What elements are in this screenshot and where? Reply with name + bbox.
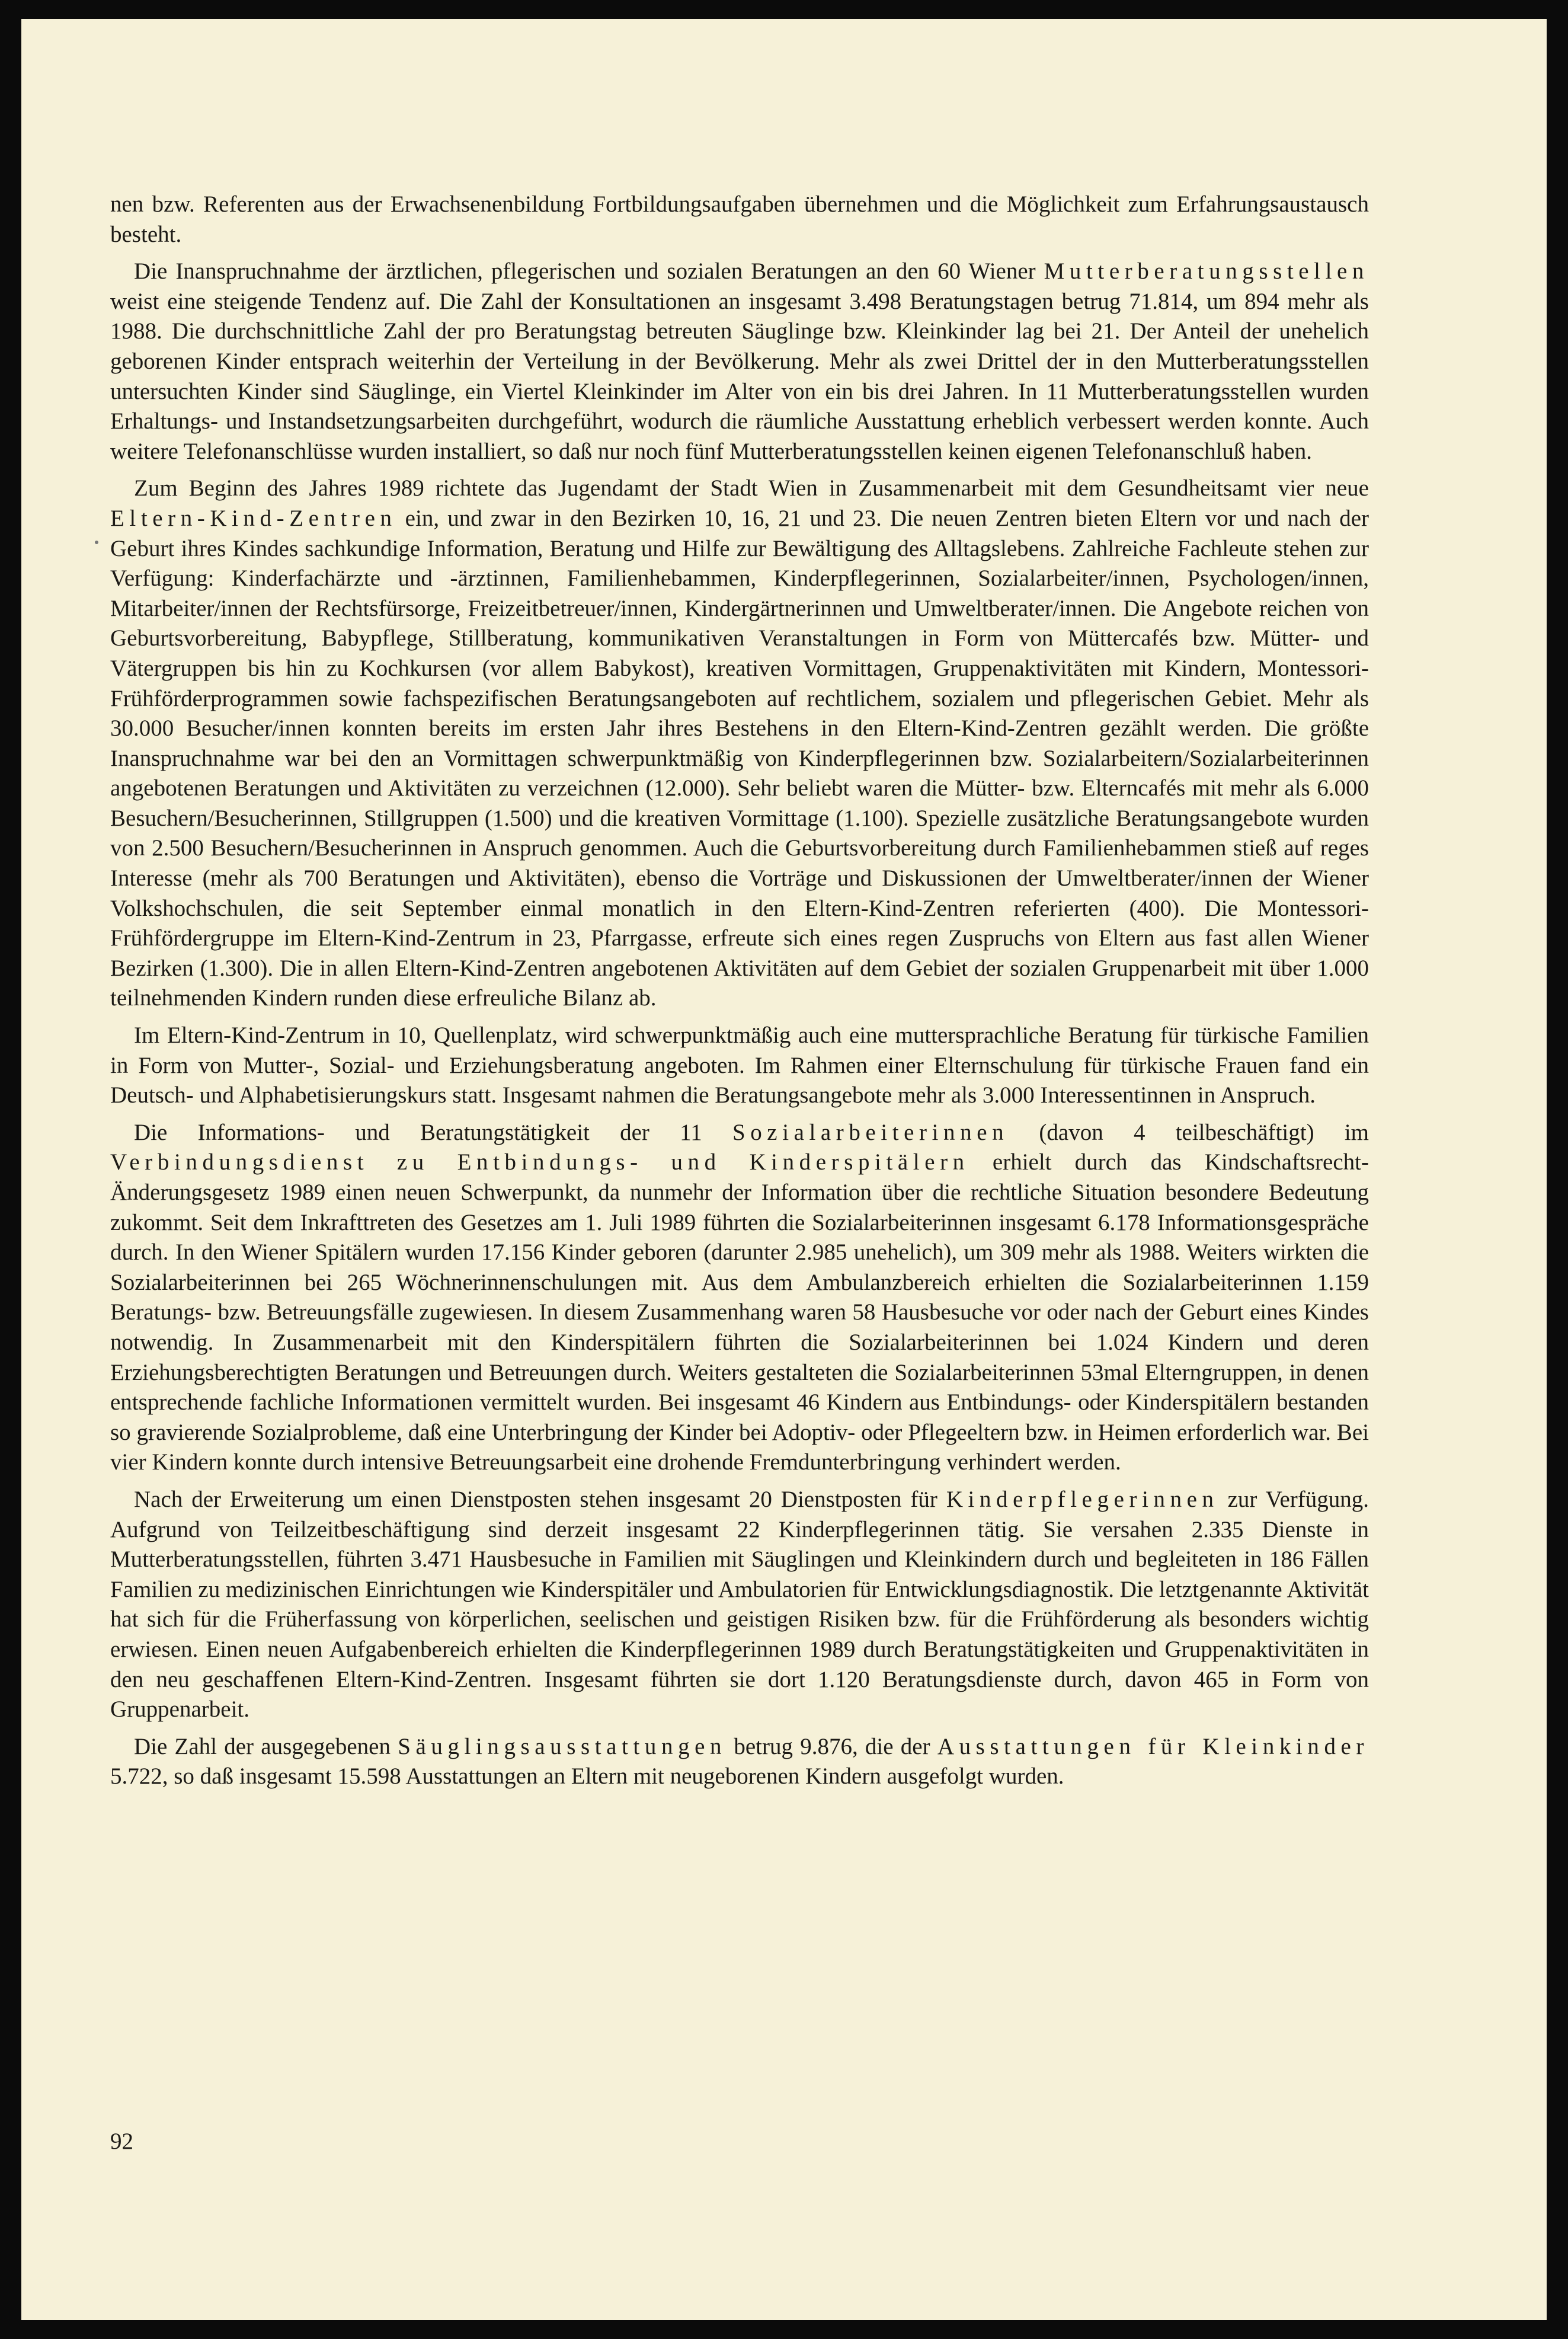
spaced-term: Kinderpflegerinnen — [946, 1486, 1219, 1512]
paragraph — [110, 190, 1369, 250]
text-run: ein, und zwar in den Bezirken 10, 16, 21 und 23. Die neuen Zentren bieten Eltern vor und nach der Geburt ihres Kindes sachkundige Information, Beratung und Hilfe zur Bewältigung des Alltagslebens. Zahlreiche Fachleute stehen zur Verfügung: Kinderfachärzte und -ärztinnen, Familienhebammen, Kinderpflegerinnen, Sozialarbeiter/innen, Psychologen/innen, Mitarbeiter/innen der Rechtsfürsorge, Freizeitbetreuer/innen, Kindergärtnerinnen und Umweltberater/innen. Die Angebote reichen von Geburtsvorbereitung, Babypflege, Stillberatung, kommunikativen Veranstaltungen in Form von Müttercafés bzw. Mütter- und Vätergruppen bis hin zu Kochkursen (vor allem Babykost), kreativen Vormittagen, Gruppenaktivitäten mit Kindern, Montessori-Frühförderprogrammen sowie fachspezifischen Beratungsangeboten auf rechtlichem, sozialem und pflegerischen Gebiet. Mehr als 30.000 Besucher/innen konnten bereits im ersten Jahr ihres Bestehens in den Eltern-Kind-Zentren gezählt werden. Die größte Inanspruchnahme war bei den an Vormittagen schwerpunktmäßig von Kinderpflegerinnen bzw. Sozialarbeitern/Sozialarbeiterinnen angebotenen Beratungen und Aktivitäten zu verzeichnen (12.000). Sehr beliebt waren die Mütter- bzw. Elterncafés mit mehr als 6.000 Besuchern/Besucherinnen, Stillgruppen (1.500) und die kreativen Vormittage (1.100). Spezielle zusätzliche Beratungsangebote wurden von 2.500 Besuchern/Besucherinnen in Anspruch genommen. Auch die Geburtsvorbereitung durch Familienhebammen stieß auf reges Interesse (mehr als 700 Beratungen und Aktivitäten), ebenso die Vorträge und Diskussionen der Umweltberater/innen der Wiener Volkshochschulen, die seit September einmal monatlich in den Eltern-Kind-Zentren referierten (400). Die Montessori-Frühfördergruppe im Eltern-Kind-Zentrum in 23, Pfarrgasse, erfreute sich eines regen Zuspruchs von Eltern aus fast allen Wiener Bezirken (1.300). Die in allen Eltern-Kind-Zentren angebotenen Aktivitäten auf dem Gebiet der sozialen Gruppenarbeit mit über 1.000 teilnehmenden Kindern runden diese erfreuliche Bilanz ab. — [110, 505, 1369, 1011]
text-run: Die Inanspruchnahme der ärztlichen, pflegerischen und sozialen Beratungen an den 60 Wiener — [134, 258, 1044, 285]
text-run: Zum Beginn des Jahres 1989 richtete das Jugendamt der Stadt Wien in Zusammenarbeit mit dem Gesundheitsamt vier neue — [134, 475, 1369, 501]
paragraph — [110, 1118, 1369, 1478]
text-run: betrug 9.876, die der — [727, 1733, 937, 1759]
paragraph — [110, 257, 1369, 466]
text-run: erhielt durch das Kindschaftsrecht-Änderungsgesetz 1989 einen neuen Schwerpunkt, da nunmehr der Information über die rechtliche Situation besondere Bedeutung zukommt. Seit dem Inkrafttreten des Gesetzes am 1. Juli 1989 führten die Sozialarbeiterinnen insgesamt 6.178 Informationsgespräche durch. In den Wiener Spitälern wurden 17.156 Kinder geboren (darunter 2.985 unehelich), um 309 mehr als 1988. Weiters wirkten die Sozialarbeiterinnen bei 265 Wöchnerinnenschulungen mit. Aus dem Ambulanzbereich erhielten die Sozialarbeiterinnen 1.159 Beratungs- bzw. Betreuungsfälle zugewiesen. In diesem Zusammenhang waren 58 Hausbesuche vor oder nach der Geburt eines Kindes notwendig. In Zusammenarbeit mit den Kinderspitälern führten die Sozialarbeiterinnen bei 1.024 Kindern und deren Erziehungsberechtigten Beratungen und Betreuungen durch. Weiters gestalteten die Sozialarbeiterinnen 53mal Elterngruppen, in denen entsprechende fachliche Informationen vermittelt wurden. Bei insgesamt 46 Kindern aus Entbindungs- oder Kinderspitälern bestanden so gravierende Sozialprobleme, daß eine Unterbringung der Kinder bei Adoptiv- oder Pflegeeltern bzw. in Heimen erforderlich war. Bei vier Kindern konnte durch intensive Betreuungsarbeit eine drohende Fremdunterbringung verhindert werden. — [110, 1149, 1369, 1475]
page-number: 92 — [110, 2129, 133, 2154]
text-run: Im Eltern-Kind-Zentrum in 10, Quellenplatz, wird schwerpunktmäßig auch eine muttersprachliche Beratung für türkische Familien in Form von Mutter-, Sozial- und Erziehungsberatung angeboten. Im Rahmen einer Elternschulung für türkische Frauen fand ein Deutsch- und Alphabetisierungskurs statt. Insgesamt nahmen die Beratungsangebote mehr als 3.000 Interessentinnen in Anspruch. — [110, 1022, 1369, 1108]
paragraph — [110, 1021, 1369, 1111]
spaced-term: Verbindungsdienst zu Entbindungs- und Kinderspitälern — [110, 1149, 969, 1175]
text-run: zur Verfügung. Aufgrund von Teilzeitbeschäftigung sind derzeit insgesamt 22 Kinderpflegerinnen tätig. Sie versahen 2.335 Dienste in Mutterberatungsstellen, führten 3.471 Hausbesuche in Familien mit Säuglingen und Kleinkindern durch und begleiteten in 186 Fällen Familien zu medizinischen Einrichtungen wie Kinderspitäler und Ambulatorien für Entwicklungsdiagnostik. Die letztgenannte Aktivität hat sich für die Früherfassung von körperlichen, seelischen und geistigen Risiken bzw. für die Frühförderung als besonders wichtig erwiesen. Einen neuen Aufgabenbereich erhielten die Kinderpflegerinnen 1989 durch Beratungstätigkeiten und Gruppenaktivitäten in den neu geschaffenen Eltern-Kind-Zentren. Insgesamt führten sie dort 1.120 Beratungsdienste durch, davon 465 in Form von Gruppenarbeit. — [110, 1486, 1369, 1723]
paragraph — [110, 474, 1369, 1014]
text-run: weist eine steigende Tendenz auf. Die Zahl der Konsultationen an insgesamt 3.498 Beratungstagen betrug 71.814, um 894 mehr als 1988. Die durchschnittliche Zahl der pro Beratungstag betreuten Säuglinge bzw. Kleinkinder lag bei 21. Der Anteil der unehelich geborenen Kinder entsprach weiterhin der Verteilung in der Bevölkerung. Mehr als zwei Drittel der in den Mutterberatungsstellen untersuchten Kinder sind Säuglinge, ein Viertel Kleinkinder im Alter von ein bis drei Jahren. In 11 Mutterberatungsstellen wurden Erhaltungs- und Instandsetzungsarbeiten durchgeführt, wodurch die räumliche Ausstattung erheblich verbessert werden konnte. Auch weitere Telefonanschlüsse wurden installiert, so daß nur noch fünf Mutterberatungsstellen keinen eigenen Telefonanschluß haben. — [110, 288, 1369, 464]
margin-mark — [95, 541, 98, 544]
spaced-term: Ausstattungen für Kleinkinder — [937, 1733, 1369, 1759]
body-text — [110, 190, 1369, 1792]
spaced-term: Mutterberatungsstellen — [1044, 258, 1369, 285]
text-run: Die Zahl der ausgegebenen — [134, 1733, 398, 1759]
spaced-term: Eltern-Kind-Zentren — [110, 505, 397, 531]
text-run: (davon 4 teilbeschäftigt) im — [1009, 1119, 1369, 1145]
spaced-term: Säuglingsausstattungen — [398, 1733, 727, 1759]
text-run: Nach der Erweiterung um einen Dienstposten stehen insgesamt 20 Dienstposten für — [134, 1486, 946, 1512]
text-run: 5.722, so daß insgesamt 15.598 Ausstattungen an Eltern mit neugeborenen Kindern ausgefolgt wurden. — [110, 1763, 1064, 1790]
text-run: nen bzw. Referenten aus der Erwachsenenbildung Fortbildungsaufgaben übernehmen und die Möglichkeit zum Erfahrungsaustausch besteht. — [110, 191, 1369, 247]
spaced-term: Sozialarbeiterinnen — [732, 1119, 1009, 1145]
text-run: Die Informations- und Beratungstätigkeit der 11 — [134, 1119, 732, 1145]
paragraph — [110, 1732, 1369, 1792]
paragraph — [110, 1485, 1369, 1725]
